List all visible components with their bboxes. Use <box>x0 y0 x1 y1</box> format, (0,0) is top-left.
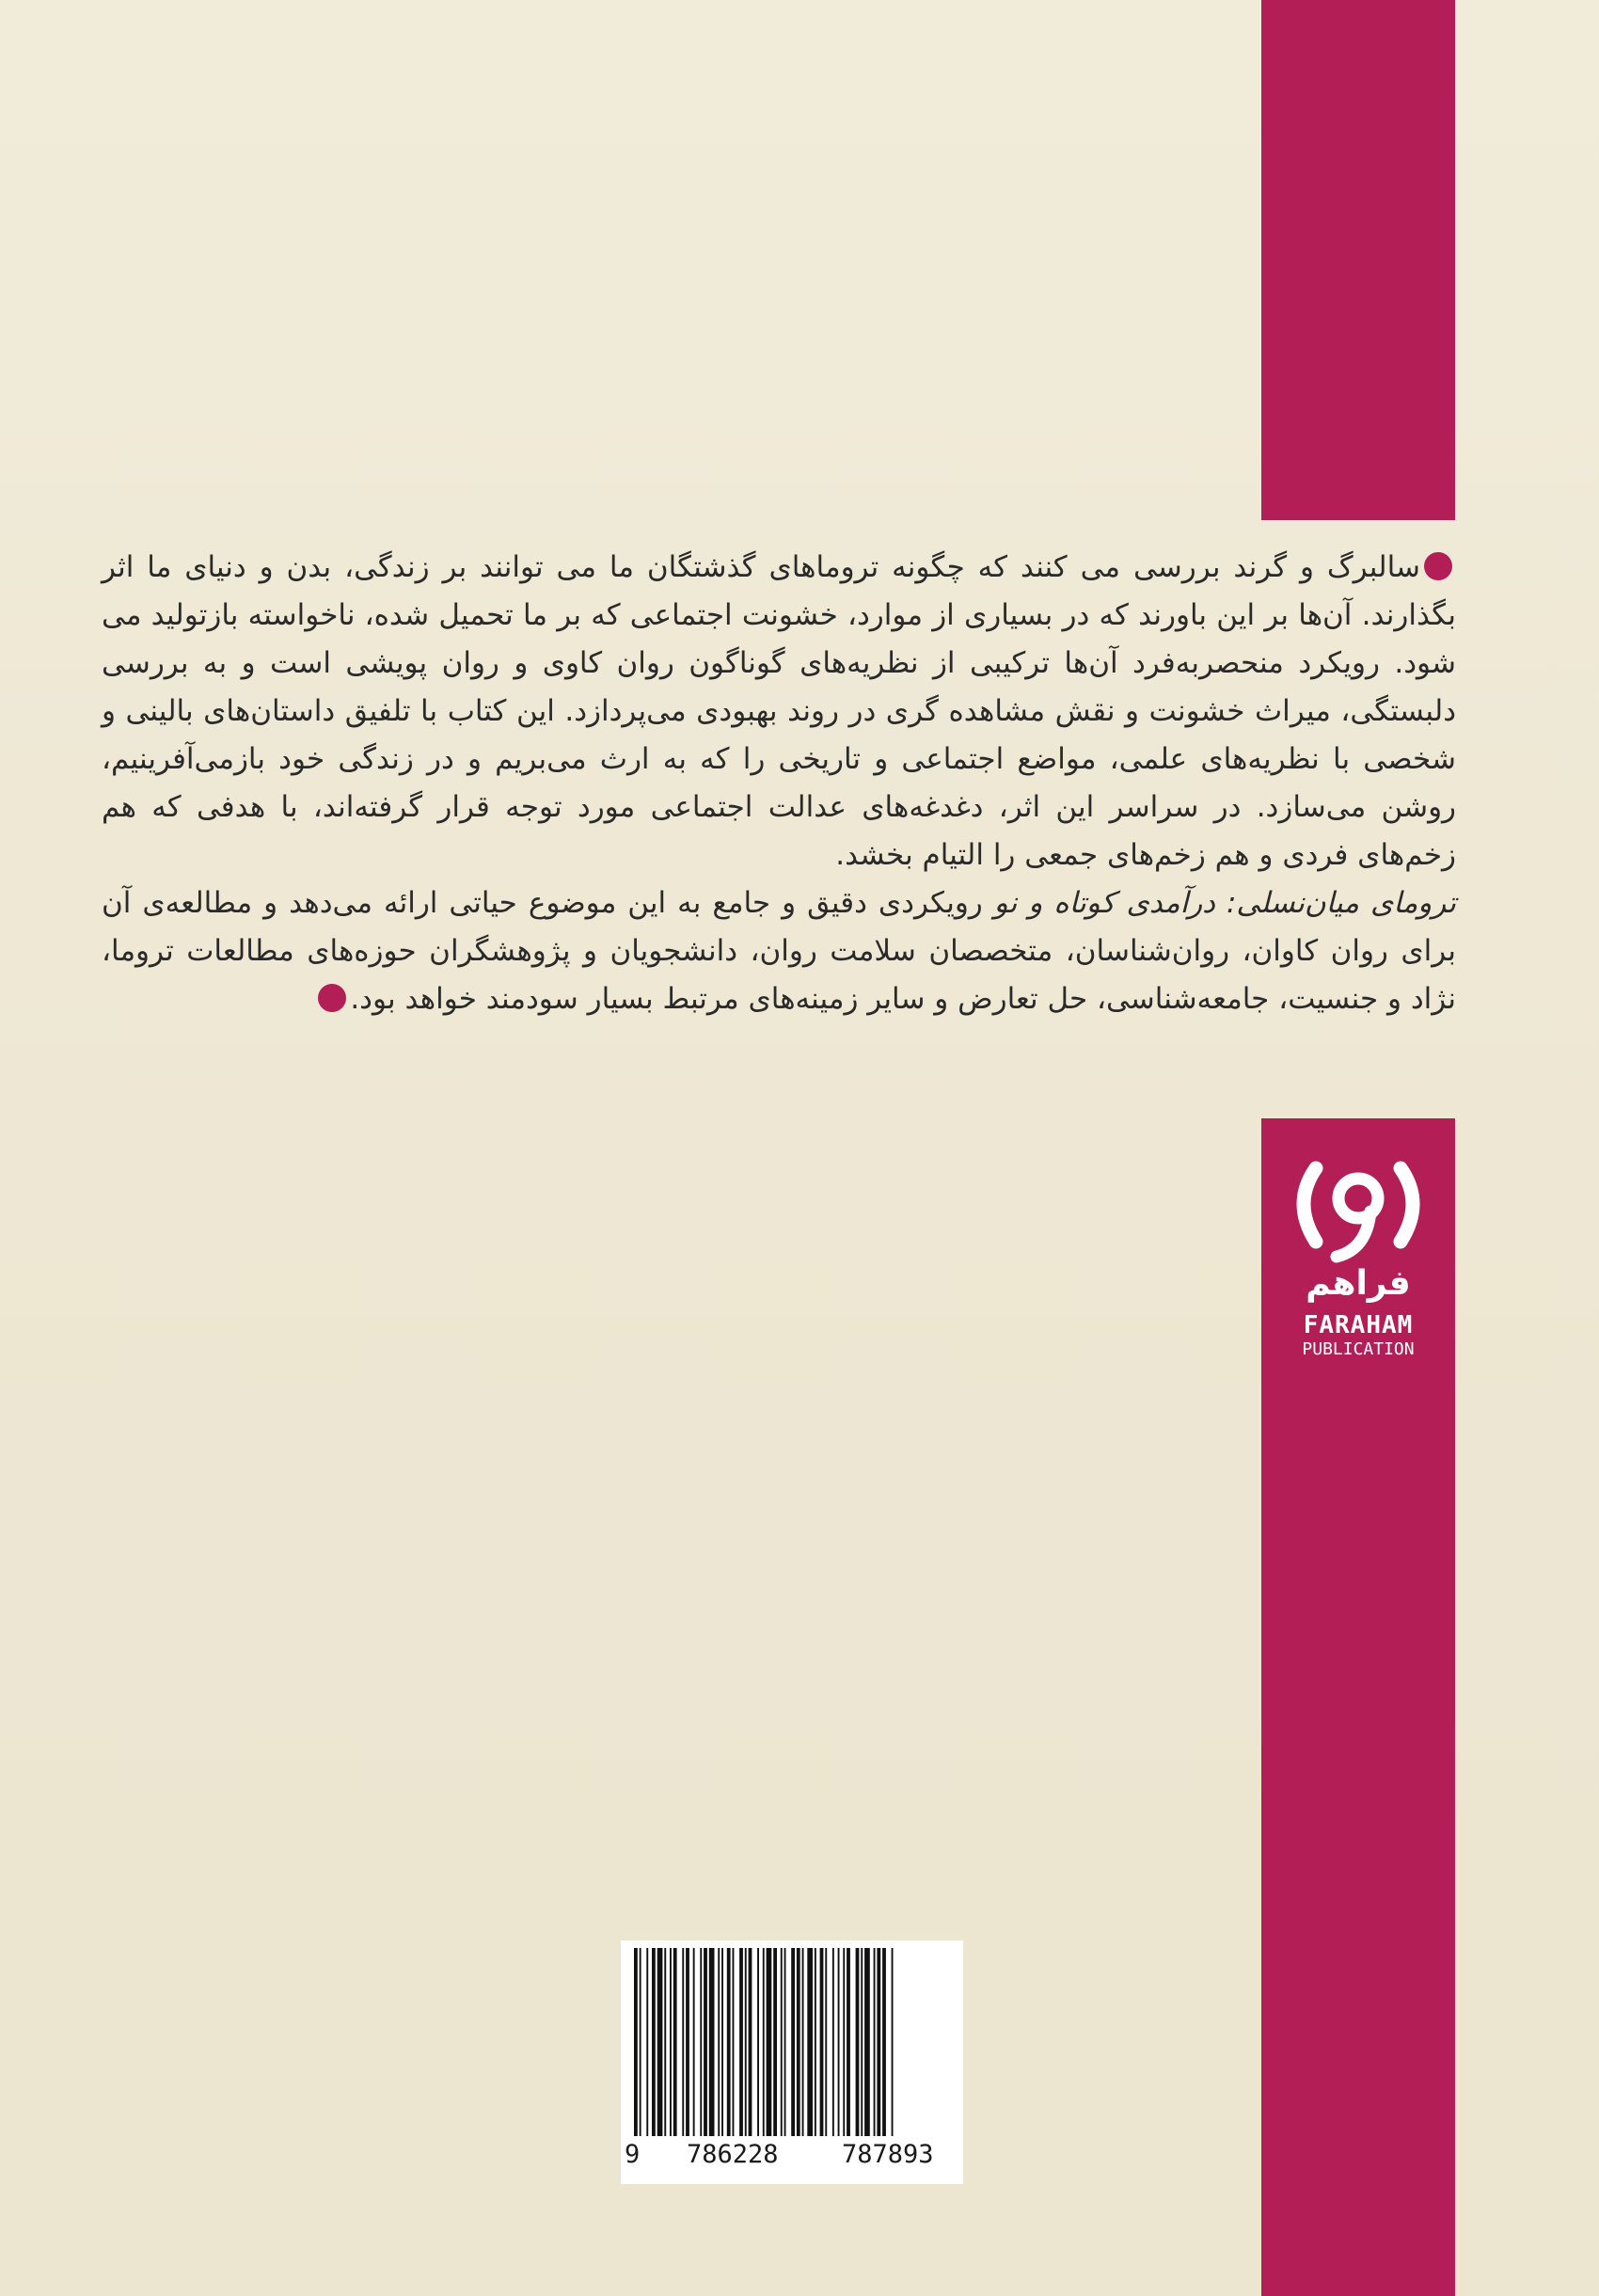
publisher-name-en: FARAHAM <box>1303 1311 1414 1339</box>
book-title-italic: ترومای میان‌نسلی: درآمدی کوتاه و نو <box>993 886 1457 920</box>
publisher-logo <box>1261 1151 1455 1396</box>
blurb-line-7: و هم زخم‌های جمعی را التیام بخشد. <box>835 838 1274 872</box>
blurb-line-9: برای روان کاوان، روان‌شناسان، متخصصان سلامت روان، دانشجویان و پژوهشگران حوزه‌های مطالعات تروما، <box>102 934 1456 968</box>
bullet-dot-icon <box>1424 552 1452 580</box>
blurb-line-8: رویکردی دقیق و جامع به این موضوع حیاتی ارائه می‌دهد و مطالعه‌ی آن <box>102 886 994 920</box>
blurb-text <box>102 544 1456 1023</box>
bullet-dot-icon <box>318 984 346 1012</box>
faraham-logo-icon <box>1261 1151 1455 1274</box>
blurb-line-4: میراث خشونت و نقش مشاهده گری در روند بهبودی می‌پردازد. این کتاب با تلفیق داستان‌های بالینی و شخصی <box>102 694 1456 776</box>
blurb-paragraph-2 <box>102 879 1456 1023</box>
accent-band-bottom <box>1261 1118 1455 2296</box>
blurb-line-6: در سراسر این اثر، دغدغه‌های عدالت اجتماعی مورد توجه قرار گرفته‌اند، با هدفی که هم زخم‌های فردی <box>102 790 1456 872</box>
blurb-paragraph-1 <box>102 544 1456 879</box>
publisher-subtitle-en: PUBLICATION <box>1302 1339 1415 1359</box>
blurb-line-5: با نظریه‌های علمی، مواضع اجتماعی و تاریخی را که به ارث می‌بریم و در زندگی خود بازمی‌آفرینیم، روشن می‌سازد. <box>102 742 1457 824</box>
isbn-barcode <box>621 1940 963 2184</box>
isbn-group-2: 787893 <box>842 2140 934 2169</box>
blurb-line-2: آن‌ها بر این باورند که در بسیاری از موارد، خشونت اجتماعی که بر ما تحمیل شده، ناخواسته بازتولید می شود. <box>102 598 1456 680</box>
accent-band-top <box>1261 0 1455 520</box>
publisher-name-fa: فراهم <box>1306 1264 1411 1303</box>
blurb-line-10: نژاد و جنسیت، جامعه‌شناسی، حل تعارض و سایر زمینه‌های مرتبط بسیار سودمند خواهد بود. <box>350 982 1456 1016</box>
isbn-group-1: 786228 <box>687 2140 779 2169</box>
isbn-number <box>621 2140 963 2177</box>
blurb-line-1: سالبرگ و گرند بررسی می کنند که چگونه تروماهای گذشتگان ما می توانند بر زندگی، بدن و دنیای ما اثر بگذارند. <box>102 550 1456 632</box>
barcode-icon <box>628 1948 956 2136</box>
blurb-line-3: رویکرد منحصربه‌فرد آن‌ها ترکیبی از نظریه‌های گوناگون روان کاوی و روان پویشی است و به بررسی دلبستگی، <box>102 646 1456 728</box>
isbn-digit-first: 9 <box>625 2140 641 2169</box>
